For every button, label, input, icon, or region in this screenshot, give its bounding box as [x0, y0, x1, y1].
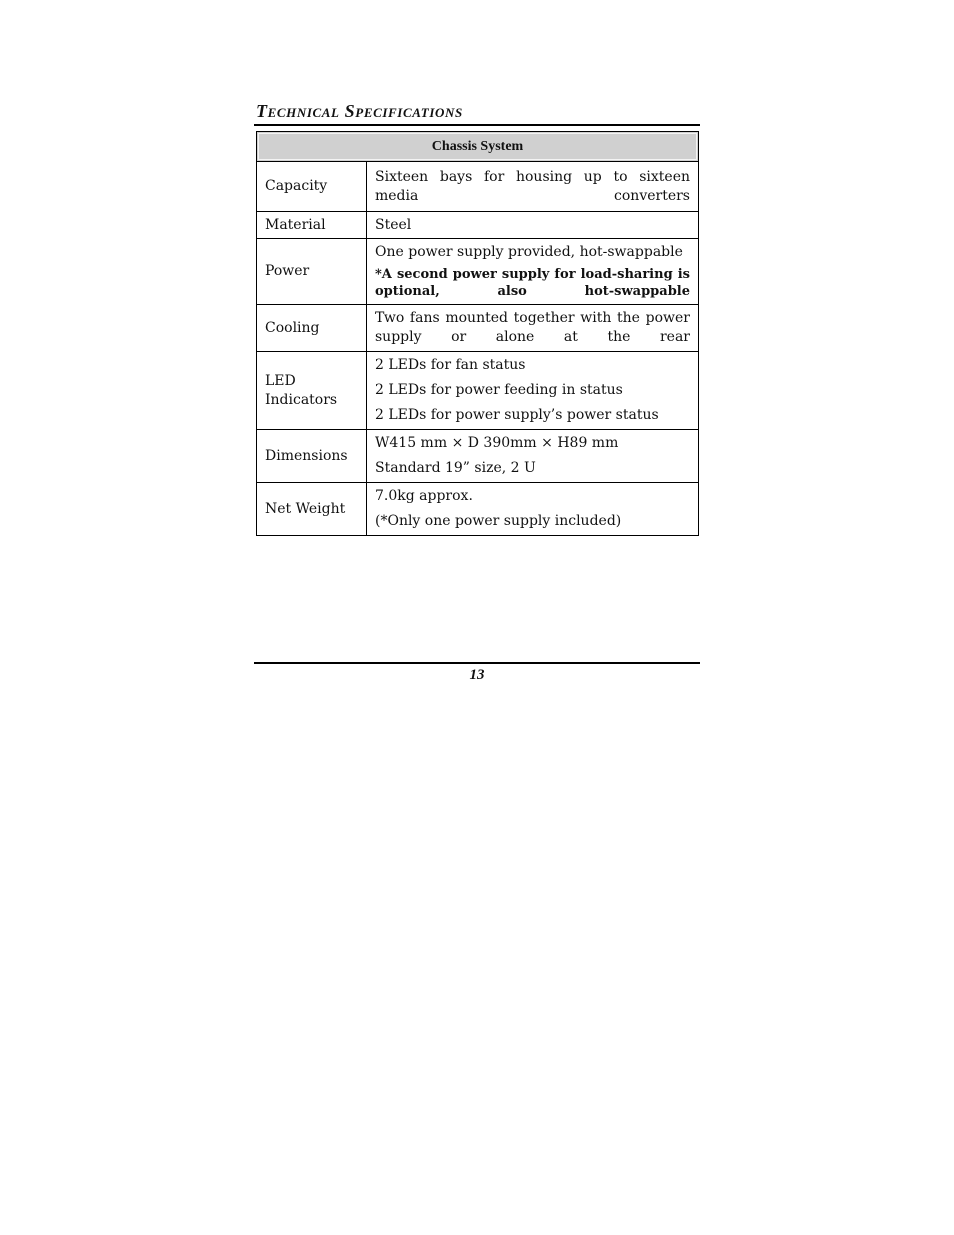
table-row — [257, 430, 699, 483]
list-item: 2 LEDs for power supply’s power status — [375, 407, 659, 423]
row-value-led-indicators — [367, 352, 699, 430]
table-row — [257, 212, 699, 239]
table-title-row — [257, 132, 699, 162]
row-value-material: Steel — [367, 212, 699, 239]
table-title: Chassis System — [258, 133, 697, 160]
row-value-power — [367, 239, 699, 305]
power-value-text: One power supply provided, hot-swappable — [375, 244, 683, 260]
footer-rule — [254, 662, 700, 664]
heading-rule — [254, 124, 700, 126]
power-note: *A second power supply for load-sharing is optional, also hot-swappable — [375, 267, 690, 299]
table-row — [257, 162, 699, 212]
row-label-led-indicators: LED Indicators — [257, 352, 367, 430]
row-label-capacity: Capacity — [257, 162, 367, 212]
row-value-capacity: Sixteen bays for housing up to sixteen media converters — [367, 162, 699, 212]
list-item: 2 LEDs for power feeding in status — [375, 382, 623, 398]
table-row — [257, 239, 699, 305]
row-value-dimensions — [367, 430, 699, 483]
row-label-cooling: Cooling — [257, 305, 367, 352]
list-item: Standard 19” size, 2 U — [375, 460, 536, 476]
row-label-material: Material — [257, 212, 367, 239]
list-item: (*Only one power supply included) — [375, 513, 622, 529]
table-row — [257, 483, 699, 536]
section-title: Technical Specifications — [256, 101, 463, 121]
row-label-power: Power — [257, 239, 367, 305]
table-row — [257, 305, 699, 352]
table-row — [257, 352, 699, 430]
row-value-net-weight — [367, 483, 699, 536]
list-item: 2 LEDs for fan status — [375, 357, 526, 373]
row-label-net-weight: Net Weight — [257, 483, 367, 536]
list-item: W415 mm × D 390mm × H89 mm — [375, 435, 619, 451]
row-label-dimensions: Dimensions — [257, 430, 367, 483]
chassis-spec-table — [256, 131, 699, 536]
page-number: 13 — [469, 667, 485, 683]
row-value-cooling: Two fans mounted together with the power supply or alone at the rear — [367, 305, 699, 352]
list-item: 7.0kg approx. — [375, 488, 473, 504]
